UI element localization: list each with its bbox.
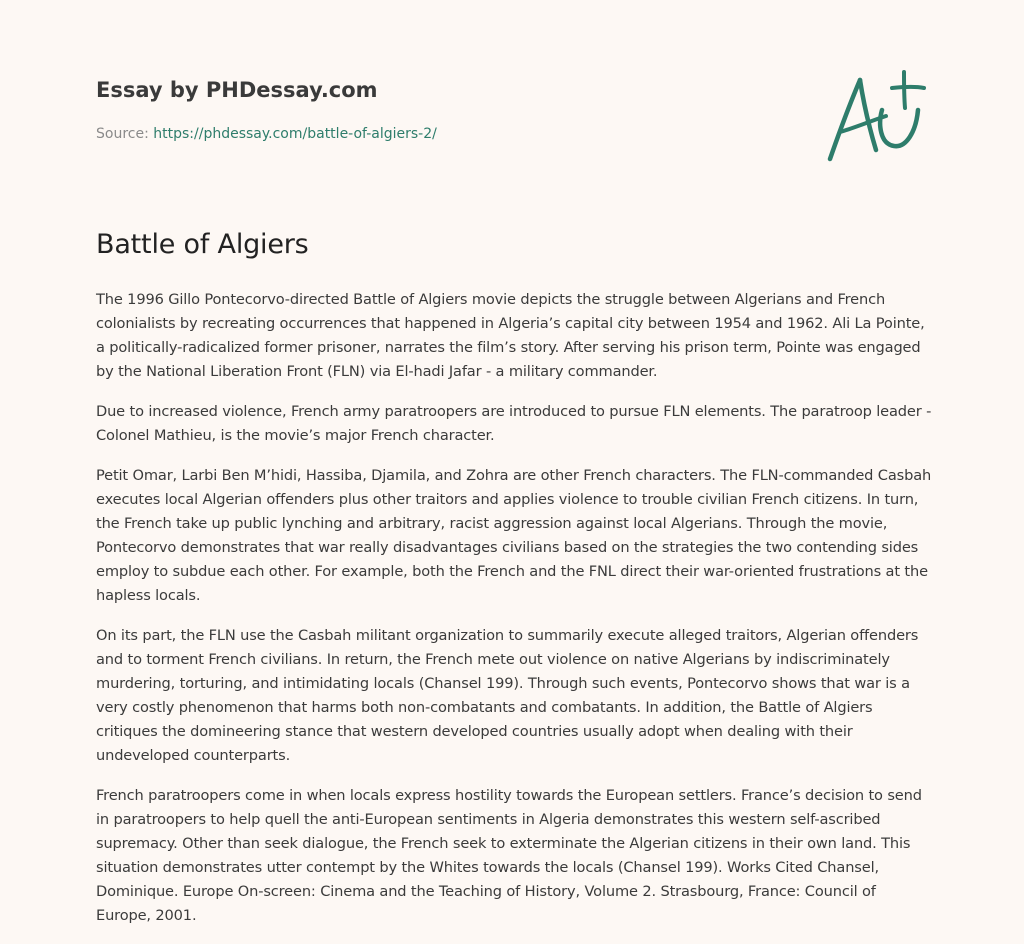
source-label: Source:: [96, 126, 149, 142]
essay-title: Battle of Algiers: [96, 229, 309, 260]
source-link[interactable]: https://phdessay.com/battle-of-algiers-2/: [153, 126, 437, 142]
site-title: Essay by PHDessay.com: [96, 78, 378, 102]
essay-article: [96, 226, 932, 944]
essay-paragraph: French paratroopers come in when locals express hostility towards the European settlers. France’s decision to send in paratroopers to help quell the anti-European sentiments in Algeria demonstrates this western self-ascribed supremacy. Other than seek dialogue, the French seek to exterminate the Algerian citizens in their own land. This situation demonstrates utter contempt by the Whites towards the locals (Chansel 199). Works Cited Chansel, Dominique. Europe On-screen: Cinema and the Teaching of History, Volume 2. Strasbourg, France: Council of Europe, 2001.: [96, 787, 922, 924]
essay-paragraph: On its part, the FLN use the Casbah militant organization to summarily execute alleged traitors, Algerian offenders and to torment French civilians. In return, the French mete out violence on native Algerians by indiscriminately murdering, torturing, and intimidating locals (Chansel 199). Through such events, Pontecorvo shows that war is a very costly phenomenon that harms both non-combatants and combatants. In addition, the Battle of Algiers critiques the domineering stance that western developed countries usually adopt when dealing with their undeveloped counterparts.: [96, 627, 919, 764]
essay-paragraph: The 1996 Gillo Pontecorvo-directed Battle of Algiers movie depicts the struggle between Algerians and French colonialists by recreating occurrences that happened in Algeria’s capital city between 1954 and 1962. Ali La Pointe, a politically-radicalized former prisoner, narrates the film’s story. After serving his prison term, Pointe was engaged by the National Liberation Front (FLN) via El-hadi Jafar - a military commander.: [96, 291, 925, 380]
essay-paragraph: Petit Omar, Larbi Ben M’hidi, Hassiba, Djamila, and Zohra are other French characters. The FLN-commanded Casbah executes local Algerian offenders plus other traitors and applies violence to trouble civilian French citizens. In turn, the French take up public lynching and arbitrary, racist aggression against local Algerians. Through the movie, Pontecorvo demonstrates that war really disadvantages civilians based on the strategies the two contending sides employ to subdue each other. For example, both the French and the FNL direct their war-oriented frustrations at the hapless locals.: [96, 467, 932, 604]
essay-paragraph: Due to increased violence, French army paratroopers are introduced to pursue FLN elements. The paratroop leader - Colonel Mathieu, is the movie’s major French character.: [96, 403, 932, 444]
page-header: [96, 76, 736, 144]
a-plus-logo-icon: [820, 66, 930, 166]
source-line: [96, 124, 736, 144]
